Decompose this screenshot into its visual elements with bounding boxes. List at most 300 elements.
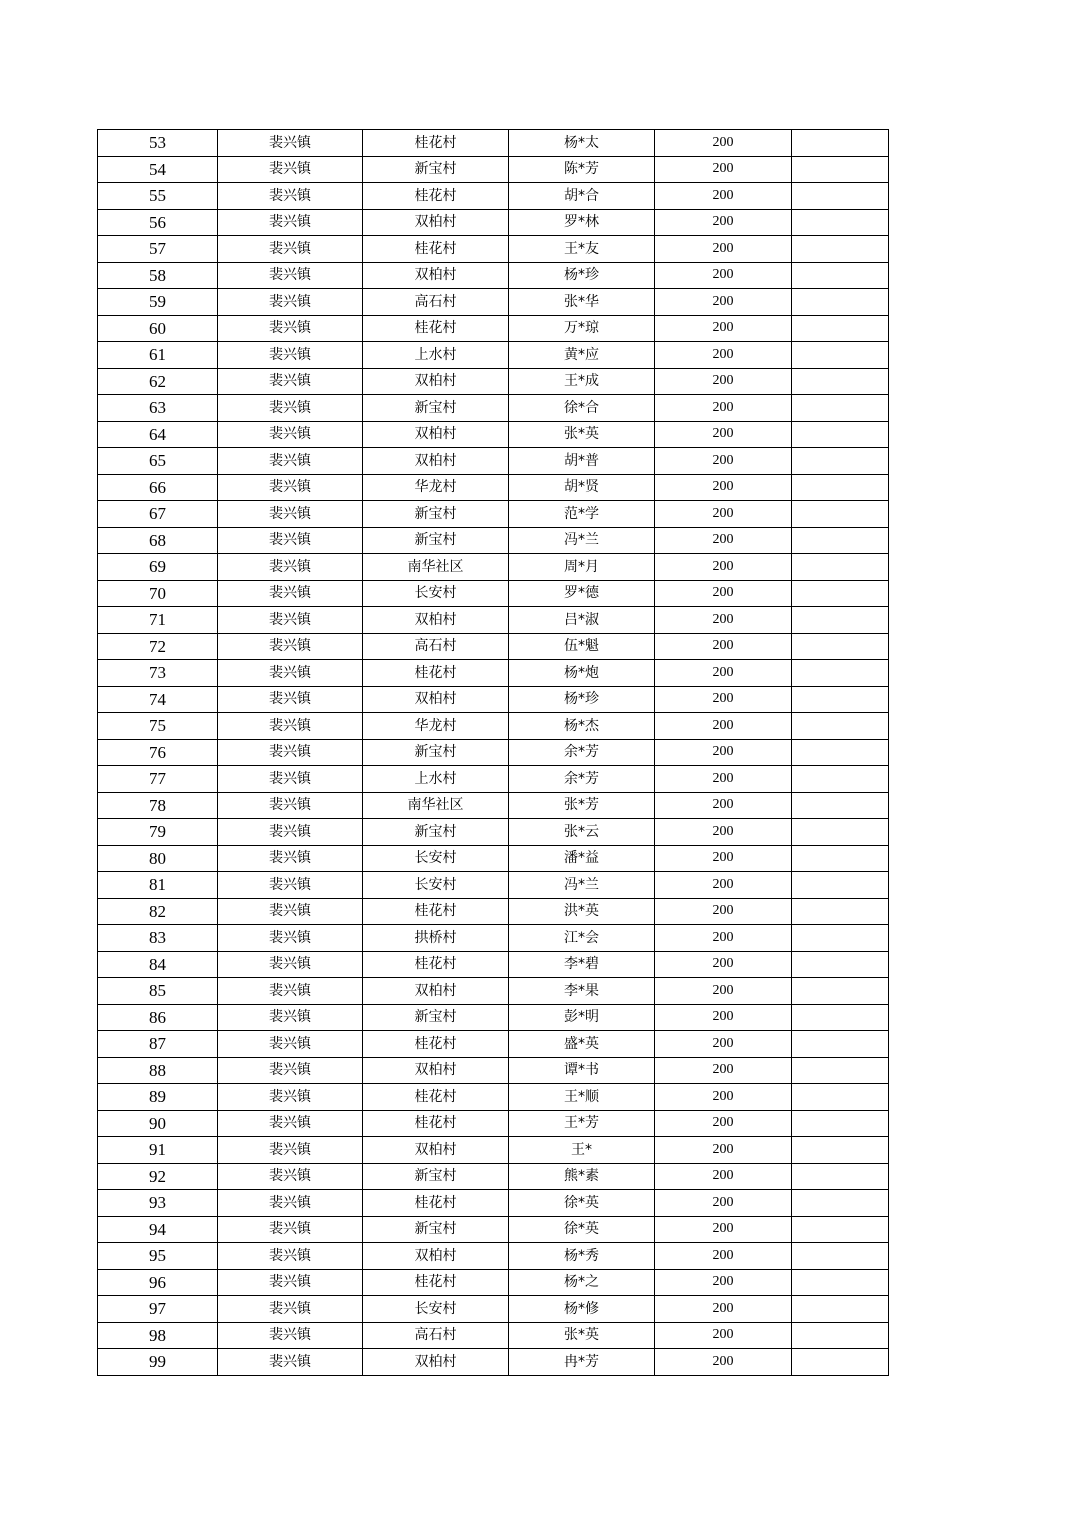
cell-serial-number: 57 (98, 236, 218, 263)
cell-person-name: 盛*英 (509, 1031, 655, 1058)
cell-serial-number: 88 (98, 1057, 218, 1084)
table-row (98, 713, 889, 740)
table-row (98, 607, 889, 634)
cell-village: 双柏村 (363, 448, 509, 475)
cell-town: 裴兴镇 (218, 978, 363, 1005)
cell-serial-number: 55 (98, 183, 218, 210)
table-row (98, 554, 889, 581)
cell-note (792, 395, 889, 422)
cell-amount: 200 (655, 342, 792, 369)
cell-amount: 200 (655, 501, 792, 528)
cell-village: 上水村 (363, 342, 509, 369)
cell-person-name: 王* (509, 1137, 655, 1164)
cell-amount: 200 (655, 1163, 792, 1190)
cell-town: 裴兴镇 (218, 1110, 363, 1137)
cell-village: 桂花村 (363, 1269, 509, 1296)
cell-note (792, 1216, 889, 1243)
cell-person-name: 王*芳 (509, 1110, 655, 1137)
cell-amount: 200 (655, 1349, 792, 1376)
cell-serial-number: 56 (98, 209, 218, 236)
table-row (98, 1057, 889, 1084)
cell-town: 裴兴镇 (218, 1216, 363, 1243)
cell-village: 桂花村 (363, 130, 509, 157)
cell-serial-number: 84 (98, 951, 218, 978)
cell-serial-number: 95 (98, 1243, 218, 1270)
table-row (98, 262, 889, 289)
cell-note (792, 1110, 889, 1137)
cell-amount: 200 (655, 1296, 792, 1323)
cell-person-name: 余*芳 (509, 739, 655, 766)
cell-serial-number: 92 (98, 1163, 218, 1190)
cell-town: 裴兴镇 (218, 713, 363, 740)
table-row (98, 686, 889, 713)
cell-serial-number: 58 (98, 262, 218, 289)
table-row (98, 527, 889, 554)
cell-person-name: 范*学 (509, 501, 655, 528)
cell-serial-number: 75 (98, 713, 218, 740)
cell-note (792, 607, 889, 634)
cell-amount: 200 (655, 1137, 792, 1164)
cell-village: 拱桥村 (363, 925, 509, 952)
table-row (98, 236, 889, 263)
cell-amount: 200 (655, 739, 792, 766)
cell-amount: 200 (655, 421, 792, 448)
cell-note (792, 1004, 889, 1031)
cell-amount: 200 (655, 209, 792, 236)
cell-note (792, 209, 889, 236)
cell-person-name: 冯*兰 (509, 872, 655, 899)
cell-village: 南华社区 (363, 792, 509, 819)
cell-amount: 200 (655, 872, 792, 899)
table-row (98, 315, 889, 342)
cell-town: 裴兴镇 (218, 1163, 363, 1190)
cell-town: 裴兴镇 (218, 368, 363, 395)
cell-person-name: 潘*益 (509, 845, 655, 872)
cell-person-name: 罗*德 (509, 580, 655, 607)
cell-person-name: 胡*合 (509, 183, 655, 210)
cell-town: 裴兴镇 (218, 1296, 363, 1323)
cell-town: 裴兴镇 (218, 872, 363, 899)
cell-serial-number: 54 (98, 156, 218, 183)
cell-note (792, 130, 889, 157)
cell-village: 长安村 (363, 845, 509, 872)
cell-person-name: 张*华 (509, 289, 655, 316)
table-body (98, 130, 889, 1376)
cell-serial-number: 53 (98, 130, 218, 157)
cell-serial-number: 60 (98, 315, 218, 342)
cell-note (792, 368, 889, 395)
cell-village: 双柏村 (363, 978, 509, 1005)
table-row (98, 845, 889, 872)
cell-note (792, 342, 889, 369)
cell-amount: 200 (655, 1190, 792, 1217)
cell-town: 裴兴镇 (218, 660, 363, 687)
cell-amount: 200 (655, 978, 792, 1005)
cell-serial-number: 90 (98, 1110, 218, 1137)
cell-town: 裴兴镇 (218, 421, 363, 448)
table-row (98, 474, 889, 501)
cell-village: 桂花村 (363, 1110, 509, 1137)
cell-serial-number: 89 (98, 1084, 218, 1111)
cell-note (792, 262, 889, 289)
table-row (98, 289, 889, 316)
table-row (98, 872, 889, 899)
cell-person-name: 杨*珍 (509, 262, 655, 289)
cell-note (792, 289, 889, 316)
cell-note (792, 474, 889, 501)
cell-serial-number: 71 (98, 607, 218, 634)
table-row (98, 1137, 889, 1164)
cell-town: 裴兴镇 (218, 792, 363, 819)
cell-village: 新宝村 (363, 819, 509, 846)
cell-village: 桂花村 (363, 951, 509, 978)
cell-town: 裴兴镇 (218, 1269, 363, 1296)
cell-note (792, 183, 889, 210)
cell-village: 新宝村 (363, 527, 509, 554)
cell-village: 桂花村 (363, 183, 509, 210)
cell-village: 双柏村 (363, 607, 509, 634)
table-row (98, 395, 889, 422)
cell-serial-number: 99 (98, 1349, 218, 1376)
cell-note (792, 845, 889, 872)
table-row (98, 156, 889, 183)
cell-person-name: 杨*炮 (509, 660, 655, 687)
table-row (98, 580, 889, 607)
cell-note (792, 501, 889, 528)
cell-person-name: 杨*杰 (509, 713, 655, 740)
cell-village: 高石村 (363, 633, 509, 660)
cell-village: 新宝村 (363, 501, 509, 528)
cell-amount: 200 (655, 607, 792, 634)
cell-village: 桂花村 (363, 660, 509, 687)
cell-village: 桂花村 (363, 898, 509, 925)
cell-town: 裴兴镇 (218, 501, 363, 528)
cell-amount: 200 (655, 1269, 792, 1296)
cell-town: 裴兴镇 (218, 845, 363, 872)
cell-note (792, 898, 889, 925)
cell-town: 裴兴镇 (218, 766, 363, 793)
table-row (98, 1322, 889, 1349)
cell-town: 裴兴镇 (218, 209, 363, 236)
cell-note (792, 660, 889, 687)
cell-serial-number: 72 (98, 633, 218, 660)
cell-amount: 200 (655, 448, 792, 475)
cell-serial-number: 65 (98, 448, 218, 475)
cell-person-name: 胡*贤 (509, 474, 655, 501)
cell-serial-number: 94 (98, 1216, 218, 1243)
cell-amount: 200 (655, 183, 792, 210)
cell-town: 裴兴镇 (218, 1349, 363, 1376)
cell-person-name: 洪*英 (509, 898, 655, 925)
table-row (98, 421, 889, 448)
table-row (98, 448, 889, 475)
cell-person-name: 张*英 (509, 1322, 655, 1349)
cell-note (792, 633, 889, 660)
cell-amount: 200 (655, 1084, 792, 1111)
cell-town: 裴兴镇 (218, 1243, 363, 1270)
cell-serial-number: 61 (98, 342, 218, 369)
cell-amount: 200 (655, 236, 792, 263)
cell-person-name: 彭*明 (509, 1004, 655, 1031)
table-row (98, 1004, 889, 1031)
cell-village: 双柏村 (363, 1349, 509, 1376)
table-row (98, 739, 889, 766)
cell-person-name: 张*芳 (509, 792, 655, 819)
cell-village: 桂花村 (363, 1084, 509, 1111)
table-row (98, 368, 889, 395)
cell-person-name: 万*琼 (509, 315, 655, 342)
cell-person-name: 徐*英 (509, 1216, 655, 1243)
cell-serial-number: 68 (98, 527, 218, 554)
cell-town: 裴兴镇 (218, 1057, 363, 1084)
cell-person-name: 杨*之 (509, 1269, 655, 1296)
cell-amount: 200 (655, 395, 792, 422)
cell-serial-number: 76 (98, 739, 218, 766)
cell-person-name: 张*云 (509, 819, 655, 846)
cell-town: 裴兴镇 (218, 315, 363, 342)
table-row (98, 1190, 889, 1217)
cell-amount: 200 (655, 554, 792, 581)
cell-village: 新宝村 (363, 1216, 509, 1243)
cell-town: 裴兴镇 (218, 1322, 363, 1349)
cell-village: 高石村 (363, 289, 509, 316)
cell-person-name: 杨*珍 (509, 686, 655, 713)
cell-person-name: 谭*书 (509, 1057, 655, 1084)
cell-note (792, 1031, 889, 1058)
cell-note (792, 1084, 889, 1111)
cell-serial-number: 73 (98, 660, 218, 687)
cell-town: 裴兴镇 (218, 262, 363, 289)
table-row (98, 1349, 889, 1376)
cell-person-name: 杨*修 (509, 1296, 655, 1323)
cell-note (792, 1269, 889, 1296)
cell-serial-number: 93 (98, 1190, 218, 1217)
cell-serial-number: 83 (98, 925, 218, 952)
cell-serial-number: 81 (98, 872, 218, 899)
cell-note (792, 315, 889, 342)
cell-amount: 200 (655, 633, 792, 660)
cell-village: 长安村 (363, 580, 509, 607)
table-row (98, 1296, 889, 1323)
cell-town: 裴兴镇 (218, 1031, 363, 1058)
cell-note (792, 554, 889, 581)
table-row (98, 792, 889, 819)
subsidy-table (97, 129, 889, 1376)
cell-town: 裴兴镇 (218, 686, 363, 713)
cell-person-name: 王*友 (509, 236, 655, 263)
table-row (98, 130, 889, 157)
cell-town: 裴兴镇 (218, 633, 363, 660)
table-row (98, 209, 889, 236)
cell-person-name: 徐*英 (509, 1190, 655, 1217)
cell-note (792, 527, 889, 554)
cell-town: 裴兴镇 (218, 739, 363, 766)
cell-note (792, 1163, 889, 1190)
cell-person-name: 黄*应 (509, 342, 655, 369)
table-row (98, 925, 889, 952)
cell-person-name: 吕*淑 (509, 607, 655, 634)
cell-village: 上水村 (363, 766, 509, 793)
cell-amount: 200 (655, 1057, 792, 1084)
cell-amount: 200 (655, 1031, 792, 1058)
cell-person-name: 周*月 (509, 554, 655, 581)
cell-note (792, 686, 889, 713)
table-row (98, 819, 889, 846)
cell-amount: 200 (655, 898, 792, 925)
cell-village: 新宝村 (363, 395, 509, 422)
cell-village: 新宝村 (363, 1004, 509, 1031)
table-row (98, 951, 889, 978)
cell-town: 裴兴镇 (218, 130, 363, 157)
cell-town: 裴兴镇 (218, 607, 363, 634)
cell-note (792, 951, 889, 978)
cell-amount: 200 (655, 925, 792, 952)
cell-amount: 200 (655, 951, 792, 978)
cell-town: 裴兴镇 (218, 156, 363, 183)
cell-person-name: 罗*林 (509, 209, 655, 236)
table-row (98, 898, 889, 925)
cell-amount: 200 (655, 845, 792, 872)
cell-person-name: 熊*素 (509, 1163, 655, 1190)
cell-amount: 200 (655, 1322, 792, 1349)
cell-village: 桂花村 (363, 315, 509, 342)
cell-town: 裴兴镇 (218, 474, 363, 501)
cell-person-name: 杨*太 (509, 130, 655, 157)
cell-town: 裴兴镇 (218, 1137, 363, 1164)
cell-village: 新宝村 (363, 1163, 509, 1190)
cell-village: 双柏村 (363, 421, 509, 448)
cell-note (792, 156, 889, 183)
cell-person-name: 李*果 (509, 978, 655, 1005)
cell-amount: 200 (655, 527, 792, 554)
cell-village: 双柏村 (363, 1137, 509, 1164)
cell-serial-number: 70 (98, 580, 218, 607)
cell-note (792, 1296, 889, 1323)
cell-village: 华龙村 (363, 474, 509, 501)
cell-amount: 200 (655, 289, 792, 316)
table-row (98, 766, 889, 793)
table-row (98, 633, 889, 660)
cell-town: 裴兴镇 (218, 925, 363, 952)
cell-amount: 200 (655, 660, 792, 687)
cell-town: 裴兴镇 (218, 951, 363, 978)
cell-amount: 200 (655, 766, 792, 793)
cell-note (792, 819, 889, 846)
table-row (98, 978, 889, 1005)
cell-person-name: 冯*兰 (509, 527, 655, 554)
cell-person-name: 陈*芳 (509, 156, 655, 183)
cell-village: 新宝村 (363, 156, 509, 183)
table-row (98, 1216, 889, 1243)
cell-serial-number: 62 (98, 368, 218, 395)
cell-amount: 200 (655, 819, 792, 846)
cell-note (792, 580, 889, 607)
cell-serial-number: 80 (98, 845, 218, 872)
cell-note (792, 713, 889, 740)
cell-note (792, 925, 889, 952)
cell-amount: 200 (655, 792, 792, 819)
cell-person-name: 伍*魁 (509, 633, 655, 660)
cell-town: 裴兴镇 (218, 819, 363, 846)
cell-amount: 200 (655, 368, 792, 395)
cell-town: 裴兴镇 (218, 527, 363, 554)
cell-amount: 200 (655, 1243, 792, 1270)
cell-town: 裴兴镇 (218, 236, 363, 263)
cell-amount: 200 (655, 262, 792, 289)
cell-town: 裴兴镇 (218, 1190, 363, 1217)
cell-village: 桂花村 (363, 1031, 509, 1058)
cell-note (792, 1137, 889, 1164)
cell-town: 裴兴镇 (218, 554, 363, 581)
cell-amount: 200 (655, 474, 792, 501)
cell-amount: 200 (655, 1216, 792, 1243)
cell-serial-number: 82 (98, 898, 218, 925)
cell-town: 裴兴镇 (218, 448, 363, 475)
cell-serial-number: 74 (98, 686, 218, 713)
cell-serial-number: 98 (98, 1322, 218, 1349)
cell-note (792, 739, 889, 766)
table-row (98, 1269, 889, 1296)
cell-village: 新宝村 (363, 739, 509, 766)
cell-note (792, 978, 889, 1005)
cell-village: 南华社区 (363, 554, 509, 581)
cell-serial-number: 96 (98, 1269, 218, 1296)
cell-village: 华龙村 (363, 713, 509, 740)
cell-amount: 200 (655, 315, 792, 342)
cell-serial-number: 85 (98, 978, 218, 1005)
cell-note (792, 421, 889, 448)
cell-serial-number: 69 (98, 554, 218, 581)
cell-amount: 200 (655, 1004, 792, 1031)
cell-village: 双柏村 (363, 209, 509, 236)
cell-village: 桂花村 (363, 1190, 509, 1217)
cell-note (792, 766, 889, 793)
cell-person-name: 王*成 (509, 368, 655, 395)
cell-note (792, 1349, 889, 1376)
cell-person-name: 张*英 (509, 421, 655, 448)
cell-person-name: 王*顺 (509, 1084, 655, 1111)
cell-village: 长安村 (363, 1296, 509, 1323)
cell-person-name: 李*碧 (509, 951, 655, 978)
cell-town: 裴兴镇 (218, 898, 363, 925)
cell-person-name: 胡*普 (509, 448, 655, 475)
cell-village: 双柏村 (363, 1243, 509, 1270)
cell-village: 桂花村 (363, 236, 509, 263)
cell-serial-number: 86 (98, 1004, 218, 1031)
cell-amount: 200 (655, 1110, 792, 1137)
cell-serial-number: 67 (98, 501, 218, 528)
cell-town: 裴兴镇 (218, 1004, 363, 1031)
cell-town: 裴兴镇 (218, 1084, 363, 1111)
cell-person-name: 江*会 (509, 925, 655, 952)
cell-serial-number: 63 (98, 395, 218, 422)
cell-note (792, 448, 889, 475)
cell-village: 双柏村 (363, 1057, 509, 1084)
cell-town: 裴兴镇 (218, 183, 363, 210)
table-row (98, 501, 889, 528)
cell-village: 长安村 (363, 872, 509, 899)
table-row (98, 1031, 889, 1058)
cell-serial-number: 91 (98, 1137, 218, 1164)
table-row (98, 1110, 889, 1137)
cell-village: 双柏村 (363, 262, 509, 289)
cell-amount: 200 (655, 686, 792, 713)
cell-village: 高石村 (363, 1322, 509, 1349)
table-row (98, 1163, 889, 1190)
cell-person-name: 杨*秀 (509, 1243, 655, 1270)
cell-note (792, 1057, 889, 1084)
table-row (98, 1084, 889, 1111)
